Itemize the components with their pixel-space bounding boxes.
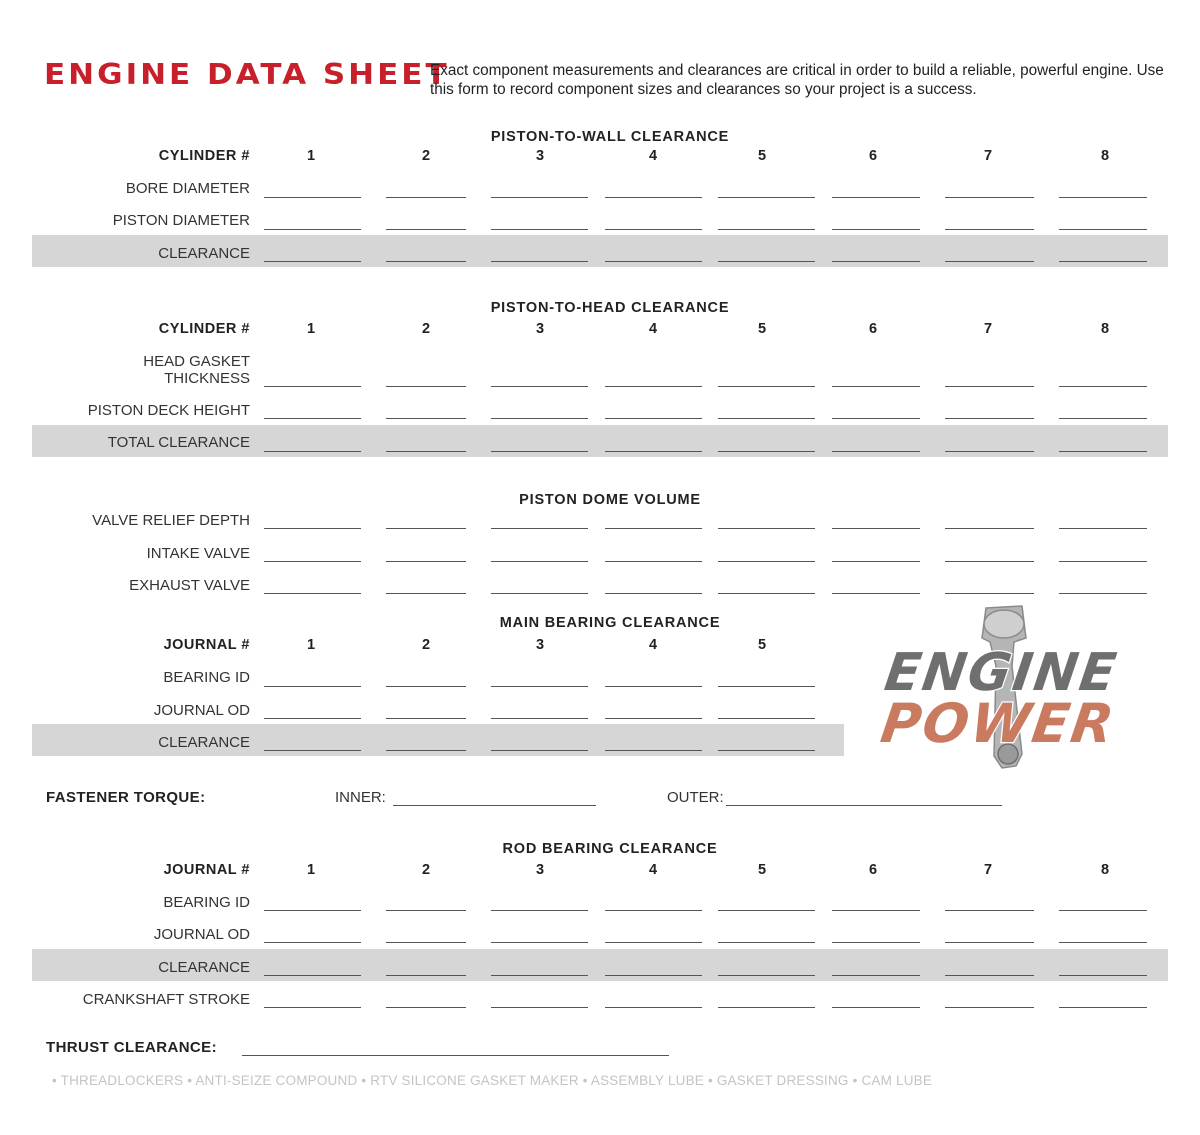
- blank-field[interactable]: [832, 229, 920, 230]
- blank-field[interactable]: [491, 261, 588, 262]
- blank-field[interactable]: [386, 451, 466, 452]
- column-number: 7: [983, 862, 993, 878]
- blank-field[interactable]: [386, 261, 466, 262]
- section-title-piston-to-wall: PISTON-TO-WALL CLEARANCE: [490, 129, 730, 145]
- blank-field[interactable]: [718, 910, 815, 911]
- blank-field[interactable]: [264, 942, 361, 943]
- blank-field[interactable]: [945, 261, 1034, 262]
- row-label-exhaust-valve: EXHAUST VALVE: [129, 577, 250, 594]
- page-title: ENGINE DATA SHEET: [44, 58, 450, 92]
- blank-field[interactable]: [718, 229, 815, 230]
- column-number: 8: [1100, 862, 1110, 878]
- blank-field[interactable]: [386, 750, 466, 751]
- blank-field[interactable]: [491, 561, 588, 562]
- blank-field[interactable]: [491, 593, 588, 594]
- blank-field[interactable]: [491, 386, 588, 387]
- blank-field[interactable]: [386, 528, 466, 529]
- column-number: 3: [535, 321, 545, 337]
- blank-field[interactable]: [718, 418, 815, 419]
- row-label-piston-deck-height: PISTON DECK HEIGHT: [87, 402, 250, 419]
- blank-field[interactable]: [605, 229, 702, 230]
- blank-field[interactable]: [945, 418, 1034, 419]
- section-title-main-bearing: MAIN BEARING CLEARANCE: [499, 615, 721, 631]
- blank-field[interactable]: [491, 451, 588, 452]
- column-number: 4: [648, 862, 658, 878]
- blank-field[interactable]: [605, 261, 702, 262]
- engine-power-logo: [846, 604, 1156, 770]
- row-label-clearance: CLEARANCE: [158, 245, 250, 262]
- blank-field[interactable]: [718, 942, 815, 943]
- blank-field[interactable]: [945, 197, 1034, 198]
- footer-product-list: • THREADLOCKERS • ANTI-SEIZE COMPOUND • RTV SILICONE GASKET MAKER • ASSEMBLY LUBE • GASKET DRESSING • CAM LUBE: [52, 1073, 933, 1088]
- column-number: 5: [757, 321, 767, 337]
- blank-field[interactable]: [1059, 229, 1147, 230]
- blank-field[interactable]: [491, 528, 588, 529]
- blank-field[interactable]: [832, 1007, 920, 1008]
- blank-field[interactable]: [605, 386, 702, 387]
- column-number: 6: [868, 862, 878, 878]
- blank-field[interactable]: [718, 975, 815, 976]
- blank-field[interactable]: [945, 561, 1034, 562]
- blank-field[interactable]: [1059, 528, 1147, 529]
- blank-field[interactable]: [264, 686, 361, 687]
- blank-field[interactable]: [1059, 561, 1147, 562]
- blank-field[interactable]: [945, 528, 1034, 529]
- row-label-journal-od: JOURNAL OD: [153, 702, 250, 719]
- blank-field[interactable]: [264, 261, 361, 262]
- blank-field[interactable]: [491, 910, 588, 911]
- column-number: 1: [306, 637, 316, 653]
- blank-field[interactable]: [1059, 386, 1147, 387]
- blank-field[interactable]: [605, 451, 702, 452]
- blank-field[interactable]: [386, 686, 466, 687]
- blank-field[interactable]: [386, 910, 466, 911]
- blank-field[interactable]: [1059, 418, 1147, 419]
- blank-field[interactable]: [605, 942, 702, 943]
- column-number: 3: [535, 637, 545, 653]
- row-label-clearance: CLEARANCE: [158, 734, 250, 751]
- blank-field[interactable]: [945, 1007, 1034, 1008]
- inner-torque-label: INNER:: [335, 789, 386, 806]
- blank-field[interactable]: [945, 942, 1034, 943]
- blank-field[interactable]: [605, 750, 702, 751]
- row-label-journal-od: JOURNAL OD: [153, 926, 250, 943]
- blank-field[interactable]: [491, 942, 588, 943]
- blank-field[interactable]: [386, 593, 466, 594]
- blank-field[interactable]: [832, 942, 920, 943]
- blank-field[interactable]: [264, 718, 361, 719]
- blank-field[interactable]: [491, 1007, 588, 1008]
- blank-field[interactable]: [718, 593, 815, 594]
- blank-field[interactable]: [832, 910, 920, 911]
- blank-field[interactable]: [264, 386, 361, 387]
- column-number: 3: [535, 148, 545, 164]
- blank-field[interactable]: [1059, 975, 1147, 976]
- blank-field[interactable]: [945, 975, 1034, 976]
- blank-field[interactable]: [386, 942, 466, 943]
- section-title-rod-bearing: ROD BEARING CLEARANCE: [502, 841, 718, 857]
- row-label-crankshaft-stroke: CRANKSHAFT STROKE: [82, 991, 250, 1008]
- blank-field[interactable]: [605, 975, 702, 976]
- blank-field[interactable]: [832, 561, 920, 562]
- column-number: 2: [421, 148, 431, 164]
- blank-field[interactable]: [491, 197, 588, 198]
- blank-field[interactable]: [1059, 451, 1147, 452]
- blank-field[interactable]: [718, 686, 815, 687]
- blank-field[interactable]: [264, 975, 361, 976]
- fastener-torque-label: FASTENER TORQUE:: [46, 789, 206, 806]
- blank-field[interactable]: [491, 229, 588, 230]
- row-label-bearing-id: BEARING ID: [163, 894, 250, 911]
- thrust-clearance-field[interactable]: [242, 1055, 669, 1056]
- blank-field[interactable]: [945, 386, 1034, 387]
- column-number: 1: [306, 862, 316, 878]
- column-number: 2: [421, 321, 431, 337]
- blank-field[interactable]: [1059, 910, 1147, 911]
- column-number: 5: [757, 862, 767, 878]
- column-number: 6: [868, 321, 878, 337]
- column-number: 8: [1100, 148, 1110, 164]
- blank-field[interactable]: [718, 718, 815, 719]
- blank-field[interactable]: [945, 451, 1034, 452]
- row-label-bore-diameter: BORE DIAMETER: [125, 180, 250, 197]
- blank-field[interactable]: [264, 593, 361, 594]
- blank-field[interactable]: [264, 1007, 361, 1008]
- blank-field[interactable]: [718, 261, 815, 262]
- column-number: 4: [648, 148, 658, 164]
- blank-field[interactable]: [264, 750, 361, 751]
- blank-field[interactable]: [491, 686, 588, 687]
- row-label-piston-diameter: PISTON DIAMETER: [112, 212, 250, 229]
- intro-text: Exact component measurements and clearances are critical in order to build a reliable, powerful engine. Use this form to record component sizes and clearances so your project is a success.: [430, 62, 1164, 98]
- blank-field[interactable]: [945, 910, 1034, 911]
- blank-field[interactable]: [605, 1007, 702, 1008]
- blank-field[interactable]: [386, 386, 466, 387]
- column-number: 1: [306, 148, 316, 164]
- column-number: 5: [757, 148, 767, 164]
- blank-field[interactable]: [718, 750, 815, 751]
- blank-field[interactable]: [605, 561, 702, 562]
- thrust-clearance-label: THRUST CLEARANCE:: [46, 1039, 217, 1056]
- section-title-piston-dome: PISTON DOME VOLUME: [519, 492, 701, 508]
- logo-text-engine: ENGINE: [881, 643, 1122, 703]
- row-label-bearing-id: BEARING ID: [163, 669, 250, 686]
- blank-field[interactable]: [832, 528, 920, 529]
- blank-field[interactable]: [386, 418, 466, 419]
- blank-field[interactable]: [718, 451, 815, 452]
- blank-field[interactable]: [264, 451, 361, 452]
- blank-field[interactable]: [718, 561, 815, 562]
- blank-field[interactable]: [386, 1007, 466, 1008]
- blank-field[interactable]: [945, 229, 1034, 230]
- blank-field[interactable]: [491, 975, 588, 976]
- blank-field[interactable]: [491, 418, 588, 419]
- column-number: 2: [421, 862, 431, 878]
- row-label-head-gasket: HEAD GASKET: [143, 353, 250, 370]
- row-label-clearance: CLEARANCE: [158, 959, 250, 976]
- column-number: 3: [535, 862, 545, 878]
- cylinder-header-label: CYLINDER #: [158, 321, 250, 337]
- blank-field[interactable]: [386, 718, 466, 719]
- blank-field[interactable]: [832, 451, 920, 452]
- blank-field[interactable]: [386, 975, 466, 976]
- logo-text-power: POWER: [877, 692, 1120, 755]
- blank-field[interactable]: [264, 229, 361, 230]
- blank-field[interactable]: [386, 229, 466, 230]
- blank-field[interactable]: [605, 528, 702, 529]
- row-label-valve-relief-depth: VALVE RELIEF DEPTH: [92, 512, 250, 529]
- column-number: 4: [648, 321, 658, 337]
- blank-field[interactable]: [1059, 942, 1147, 943]
- row-label-total-clearance: TOTAL CLEARANCE: [107, 434, 250, 451]
- row-label-head-gasket-thickness: THICKNESS: [164, 370, 250, 387]
- column-number: 8: [1100, 321, 1110, 337]
- blank-field[interactable]: [832, 386, 920, 387]
- journal-header-label: JOURNAL #: [163, 862, 250, 878]
- blank-field[interactable]: [1059, 261, 1147, 262]
- outer-torque-field[interactable]: [726, 805, 1002, 806]
- column-number: 7: [983, 321, 993, 337]
- blank-field[interactable]: [264, 528, 361, 529]
- column-number: 5: [757, 637, 767, 653]
- column-number: 7: [983, 148, 993, 164]
- blank-field[interactable]: [718, 197, 815, 198]
- blank-field[interactable]: [264, 418, 361, 419]
- blank-field[interactable]: [605, 718, 702, 719]
- blank-field[interactable]: [1059, 197, 1147, 198]
- blank-field[interactable]: [264, 910, 361, 911]
- blank-field[interactable]: [491, 718, 588, 719]
- blank-field[interactable]: [718, 1007, 815, 1008]
- blank-field[interactable]: [605, 197, 702, 198]
- column-number: 2: [421, 637, 431, 653]
- blank-field[interactable]: [832, 197, 920, 198]
- blank-field[interactable]: [264, 197, 361, 198]
- outer-torque-label: OUTER:: [667, 789, 724, 806]
- journal-header-label: JOURNAL #: [163, 637, 250, 653]
- blank-field[interactable]: [945, 593, 1034, 594]
- blank-field[interactable]: [832, 261, 920, 262]
- blank-field[interactable]: [491, 750, 588, 751]
- blank-field[interactable]: [832, 975, 920, 976]
- blank-field[interactable]: [605, 593, 702, 594]
- cylinder-header-label: CYLINDER #: [158, 148, 250, 164]
- section-title-piston-to-head: PISTON-TO-HEAD CLEARANCE: [490, 300, 730, 316]
- column-number: 6: [868, 148, 878, 164]
- blank-field[interactable]: [832, 418, 920, 419]
- column-number: 4: [648, 637, 658, 653]
- blank-field[interactable]: [605, 418, 702, 419]
- blank-field[interactable]: [386, 561, 466, 562]
- blank-field[interactable]: [1059, 1007, 1147, 1008]
- blank-field[interactable]: [718, 528, 815, 529]
- row-label-intake-valve: INTAKE VALVE: [146, 545, 250, 562]
- blank-field[interactable]: [832, 593, 920, 594]
- inner-torque-field[interactable]: [393, 805, 596, 806]
- blank-field[interactable]: [386, 197, 466, 198]
- blank-field[interactable]: [605, 686, 702, 687]
- blank-field[interactable]: [718, 386, 815, 387]
- column-number: 1: [306, 321, 316, 337]
- blank-field[interactable]: [605, 910, 702, 911]
- blank-field[interactable]: [264, 561, 361, 562]
- blank-field[interactable]: [1059, 593, 1147, 594]
